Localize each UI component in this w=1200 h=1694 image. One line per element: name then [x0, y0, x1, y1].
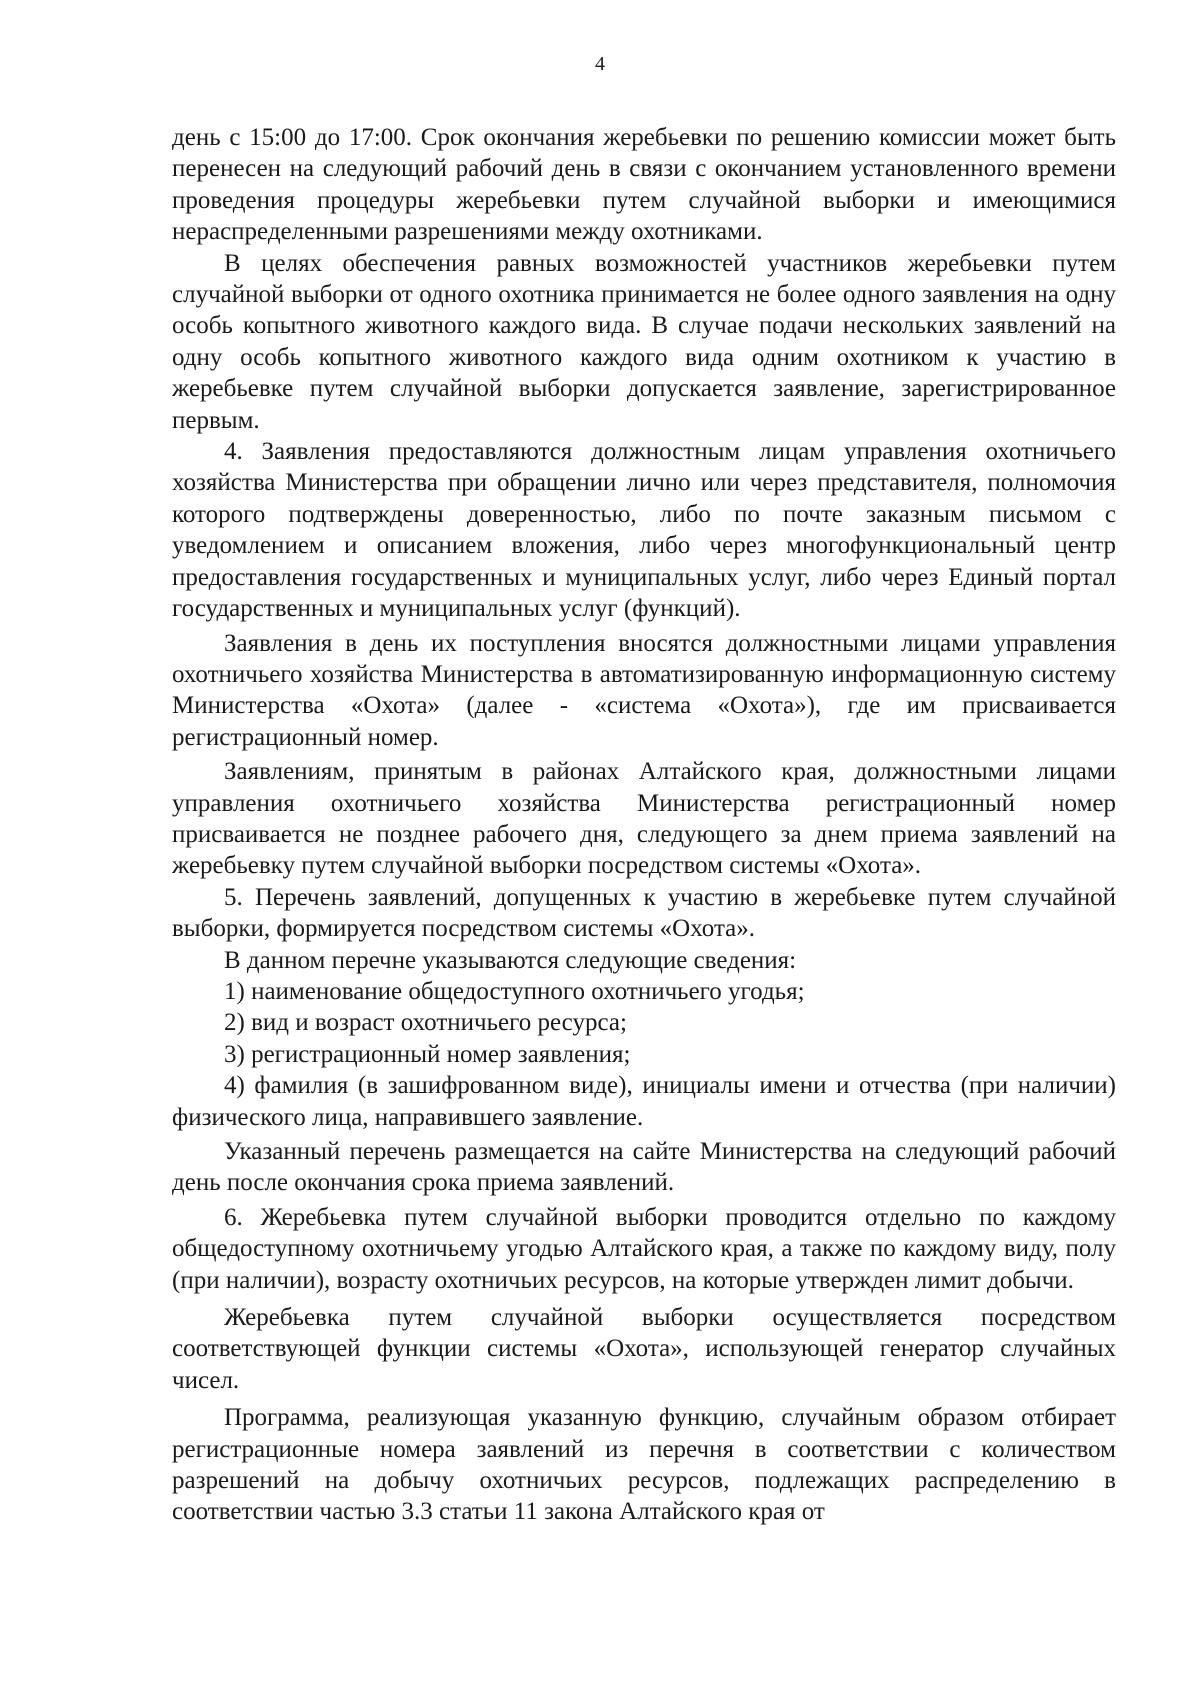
list-item: 1) наименование общедоступного охотничьего угодья; — [224, 977, 805, 1005]
paragraph: Заявления в день их поступления вносятся должностными лицами управления охотничьего хозяйства Министерства в автоматизированную информационную систему Министерства «Охота» (далее - «система «Охота»), где им присваивается регистрационный номер. — [172, 629, 1116, 751]
paragraph: 4. Заявления предоставляются должностным лицам управления охотничьего хозяйства Министерства при обращении лично или через представителя, полномочия которого подтверждены доверенностью, либо по почте заказным письмом с уведомлением и описанием вложения, либо через многофункциональный центр предоставления государственных и муниципальных услуг, либо через Единый портал государственных и муниципальных услуг (функций). — [172, 438, 1116, 623]
document-body — [172, 122, 1116, 1528]
list-item: 2) вид и возраст охотничьего ресурса; — [224, 1009, 627, 1037]
paragraph: 6. Жеребьевка путем случайной выборки проводится отдельно по каждому общедоступному охотничьему угодью Алтайского края, а также по каждому виду, полу (при наличии), возрасту охотничьих ресурсов, на которые утвержден лимит добычи. — [172, 1203, 1116, 1294]
list-item: 3) регистрационный номер заявления; — [224, 1040, 631, 1068]
page-number: 4 — [595, 53, 605, 75]
paragraph: В данном перечне указываются следующие сведения: — [224, 946, 797, 974]
paragraph: Заявлениям, принятым в районах Алтайского края, должностными лицами управления охотничьего хозяйства Министерства регистрационный номер присваивается не позднее рабочего дня, следующего за днем приема заявлений на жеребьевку путем случайной выборки посредством системы «Охота». — [172, 758, 1116, 880]
list-item: 4) фамилия (в зашифрованном виде), инициалы имени и отчества (при наличии) физического лица, направившего заявление. — [172, 1072, 1116, 1131]
paragraph: Программа, реализующая указанную функцию, случайным образом отбирает регистрационные номера заявлений из перечня в соответствии с количеством разрешений на добычу охотничьих ресурсов, подлежащих распределению в соответствии частью 3.3 статьи 11 закона Алтайского края от — [172, 1404, 1116, 1526]
paragraph: день с 15:00 до 17:00. Срок окончания жеребьевки по решению комиссии может быть перенесен на следующий рабочий день в связи с окончанием установленного времени проведения процедуры жеребьевки путем случайной выборки и имеющимися нераспределенными разрешениями между охотниками. — [172, 124, 1116, 246]
paragraph: Указанный перечень размещается на сайте Министерства на следующий рабочий день после окончания срока приема заявлений. — [172, 1138, 1116, 1197]
paragraph: Жеребьевка путем случайной выборки осуществляется посредством соответствующей функции системы «Охота», использующей генератор случайных чисел. — [172, 1304, 1116, 1394]
paragraph: 5. Перечень заявлений, допущенных к участию в жеребьевке путем случайной выборки, формируется посредством системы «Охота». — [172, 883, 1116, 943]
paragraph: В целях обеспечения равных возможностей участников жеребьевки путем случайной выборки от одного охотника принимается не более одного заявления на одну особь копытного животного каждого вида. В случае подачи нескольких заявлений на одну особь копытного животного каждого вида одним охотником к участию в жеребьевке путем случайной выборки допускается заявление, зарегистрированное первым. — [172, 249, 1116, 434]
